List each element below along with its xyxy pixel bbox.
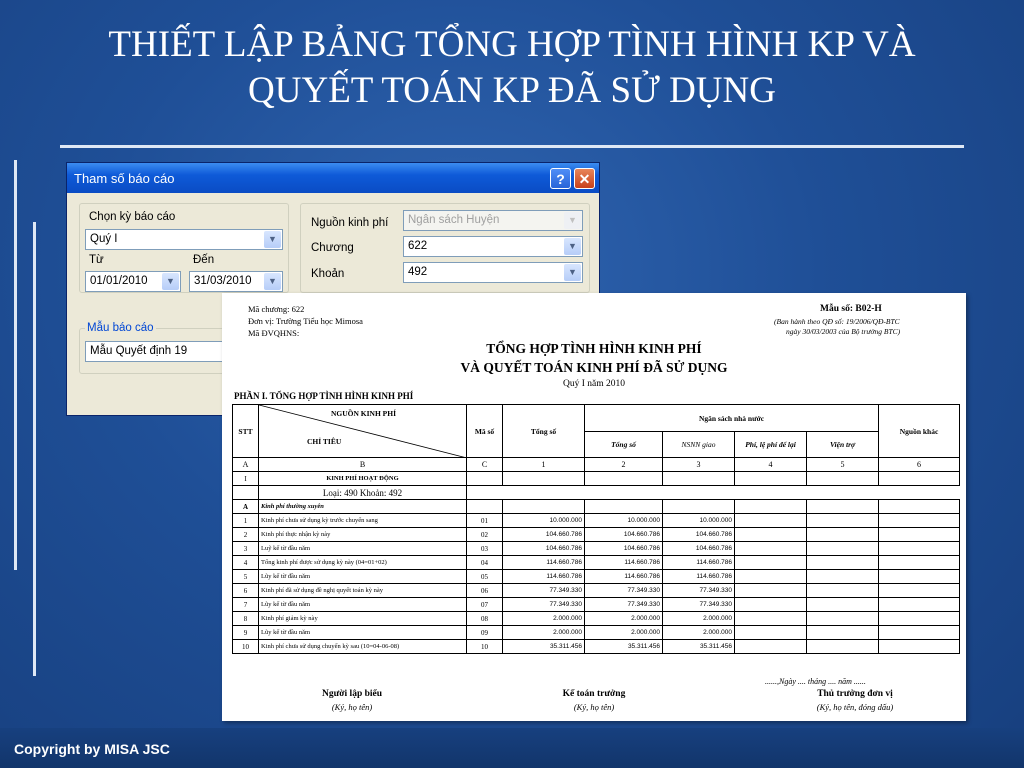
header-stt: STT (233, 405, 259, 458)
row-other (879, 556, 960, 570)
row-other (879, 612, 960, 626)
row-stt: 10 (233, 640, 259, 654)
row-indicator: Lũy kế từ đầu năm (259, 626, 467, 640)
row-budget-total: 2.000.000 (585, 612, 663, 626)
row-stt: 4 (233, 556, 259, 570)
row-stt: 1 (233, 514, 259, 528)
row-budget-total: 114.660.786 (585, 556, 663, 570)
table-row (233, 570, 960, 584)
row-indicator: Kinh phí giảm kỳ này (259, 612, 467, 626)
header-total: Tổng số (503, 405, 585, 458)
row-fee-kept (735, 542, 807, 556)
row-indicator: Lũy kế từ đầu năm (259, 570, 467, 584)
row-budget-total: 77.349.330 (585, 598, 663, 612)
row-indicator: Kinh phí chưa sử dụng kỳ trước chuyển sang (259, 514, 467, 528)
section-title: KINH PHÍ HOẠT ĐỘNG (259, 472, 467, 486)
funding-select[interactable] (403, 210, 583, 231)
funding-select-value: Ngân sách Huyện (408, 214, 500, 226)
row-indicator: Lũy kế từ đầu năm (259, 598, 467, 612)
slide-title-line2: QUYẾT TOÁN KP ĐÃ SỬ DỤNG (248, 70, 776, 111)
row-aid (807, 626, 879, 640)
period-select-value: Quý I (90, 233, 118, 245)
section-no: I (233, 472, 259, 486)
type-line: Loại: 490 Khoản: 492 (259, 486, 467, 500)
item-select[interactable] (403, 262, 583, 283)
header-state-budget: Ngân sách nhà nước (585, 405, 879, 432)
signature-head-title: Thủ trưởng đơn vị (817, 689, 893, 699)
row-total: 10.000.000 (503, 514, 585, 528)
table-row (233, 556, 960, 570)
row-other (879, 584, 960, 598)
row-code: 08 (467, 612, 503, 626)
section-no: A (233, 500, 259, 514)
period-select[interactable] (85, 229, 283, 250)
report-form-no: Mẫu số: B02-H (820, 304, 882, 314)
column-letter: 6 (879, 458, 960, 472)
row-code: 03 (467, 542, 503, 556)
header-fee-kept: Phí, lệ phí để lại (735, 432, 807, 458)
row-fee-kept (735, 612, 807, 626)
row-nsnn-given: 114.660.786 (663, 556, 735, 570)
copyright-text: Copyright by MISA JSC (14, 741, 170, 757)
row-total: 35.311.456 (503, 640, 585, 654)
row-other (879, 542, 960, 556)
to-date-value: 31/03/2010 (194, 275, 252, 287)
row-nsnn-given: 104.660.786 (663, 542, 735, 556)
left-accent-bar (14, 160, 17, 570)
report-table (232, 404, 960, 654)
header-source: NGUỒN KINH PHÍ (331, 409, 397, 418)
signature-preparer-title: Người lập biểu (321, 689, 383, 699)
row-other (879, 640, 960, 654)
row-indicator: Tổng kinh phí được sử dụng kỳ này (04=01+02) (259, 556, 467, 570)
row-stt: 8 (233, 612, 259, 626)
row-code: 06 (467, 584, 503, 598)
row-other (879, 528, 960, 542)
report-title-line2: VÀ QUYẾT TOÁN KINH PHÍ ĐÃ SỬ DỤNG (460, 360, 728, 375)
row-indicator: Kinh phí thực nhận kỳ này (259, 528, 467, 542)
left-accent-bar-inner (33, 222, 36, 676)
column-letter: 3 (663, 458, 735, 472)
header-other: Nguồn khác (879, 405, 960, 458)
row-total: 104.660.786 (503, 528, 585, 542)
report-issued-line1: (Ban hành theo QĐ số: 19/2006/QĐ-BTC (774, 317, 900, 326)
report-data-rows (233, 514, 960, 654)
section-row-A (233, 500, 960, 514)
row-fee-kept (735, 584, 807, 598)
row-fee-kept (735, 640, 807, 654)
row-aid (807, 542, 879, 556)
row-fee-kept (735, 570, 807, 584)
item-select-value: 492 (408, 266, 428, 278)
row-other (879, 626, 960, 640)
row-budget-total: 104.660.786 (585, 528, 663, 542)
header-aid: Viện trợ (807, 432, 879, 458)
row-budget-total: 35.311.456 (585, 640, 663, 654)
row-total: 77.349.330 (503, 584, 585, 598)
dialog-title: Tham số báo cáo (74, 171, 175, 186)
section-row-I (233, 472, 960, 486)
table-row (233, 612, 960, 626)
row-code: 07 (467, 598, 503, 612)
row-nsnn-given: 77.349.330 (663, 584, 735, 598)
column-letter: B (259, 458, 467, 472)
row-stt: 3 (233, 542, 259, 556)
row-code: 10 (467, 640, 503, 654)
row-total: 77.349.330 (503, 598, 585, 612)
column-letter: 1 (503, 458, 585, 472)
funding-label: Nguồn kinh phí (311, 217, 389, 229)
row-aid (807, 612, 879, 626)
row-total: 2.000.000 (503, 612, 585, 626)
row-other (879, 598, 960, 612)
header-code: Mã số (467, 405, 503, 458)
row-nsnn-given: 2.000.000 (663, 612, 735, 626)
row-aid (807, 514, 879, 528)
row-aid (807, 584, 879, 598)
row-total: 104.660.786 (503, 542, 585, 556)
row-other (879, 570, 960, 584)
row-stt: 5 (233, 570, 259, 584)
column-letter: 5 (807, 458, 879, 472)
row-other (879, 514, 960, 528)
column-letter: 2 (585, 458, 663, 472)
row-total: 2.000.000 (503, 626, 585, 640)
row-nsnn-given: 104.660.786 (663, 528, 735, 542)
chevron-down-icon[interactable]: ▼ (264, 231, 281, 248)
report-title-line1: TỔNG HỢP TÌNH HÌNH KINH PHÍ (486, 341, 702, 356)
row-aid (807, 598, 879, 612)
from-label: Từ (89, 254, 104, 266)
header-nsnn-given: NSNN giao (663, 432, 735, 458)
row-total: 114.660.786 (503, 570, 585, 584)
row-nsnn-given: 77.349.330 (663, 598, 735, 612)
report-unit: Đơn vị: Trường Tiểu học Mimosa (248, 316, 363, 326)
signature-preparer-note: (Ký, họ tên) (331, 702, 373, 712)
row-fee-kept (735, 514, 807, 528)
chevron-down-icon: ▼ (564, 212, 581, 229)
type-row (233, 486, 960, 500)
table-row (233, 528, 960, 542)
section-title: Kinh phí thường xuyên (259, 500, 467, 514)
close-button[interactable]: ✕ (574, 168, 595, 189)
row-fee-kept (735, 598, 807, 612)
help-button[interactable]: ? (550, 168, 571, 189)
column-letter: C (467, 458, 503, 472)
table-row (233, 542, 960, 556)
row-indicator: Luỹ kế từ đầu năm (259, 542, 467, 556)
row-nsnn-given: 114.660.786 (663, 570, 735, 584)
report-preview (222, 293, 966, 721)
report-issued-line2: ngày 30/03/2003 của Bộ trưởng BTC) (786, 327, 901, 336)
row-indicator: Kinh phí đã sử dụng đề nghị quyết toán kỳ này (259, 584, 467, 598)
row-stt: 2 (233, 528, 259, 542)
row-stt: 7 (233, 598, 259, 612)
signature-head-note: (Ký, họ tên, đóng dấu) (816, 702, 894, 712)
row-stt: 6 (233, 584, 259, 598)
row-budget-total: 104.660.786 (585, 542, 663, 556)
row-code: 01 (467, 514, 503, 528)
column-letter: A (233, 458, 259, 472)
row-nsnn-given: 35.311.456 (663, 640, 735, 654)
report-chapter: Mã chương: 622 (248, 304, 305, 314)
table-row (233, 626, 960, 640)
table-row (233, 584, 960, 598)
row-code: 02 (467, 528, 503, 542)
header-indicator: CHỈ TIÊU (307, 437, 342, 446)
row-nsnn-given: 10.000.000 (663, 514, 735, 528)
row-aid (807, 556, 879, 570)
row-budget-total: 77.349.330 (585, 584, 663, 598)
row-total: 114.660.786 (503, 556, 585, 570)
chapter-select[interactable] (403, 236, 583, 257)
item-label: Khoản (311, 268, 345, 280)
chevron-down-icon[interactable]: ▼ (264, 273, 281, 290)
from-date-value: 01/01/2010 (90, 275, 148, 287)
column-letter: 4 (735, 458, 807, 472)
row-code: 04 (467, 556, 503, 570)
table-row (233, 640, 960, 654)
to-date-picker[interactable] (189, 271, 283, 292)
report-part1-heading: PHẦN I. TỔNG HỢP TÌNH HÌNH KINH PHÍ (234, 391, 414, 401)
dialog-titlebar[interactable] (67, 163, 599, 193)
slide-title (0, 22, 1024, 114)
row-nsnn-given: 2.000.000 (663, 626, 735, 640)
report-period: Quý I năm 2010 (562, 379, 625, 389)
row-fee-kept (735, 626, 807, 640)
table-row (233, 598, 960, 612)
template-label: Mẫu báo cáo (87, 322, 154, 334)
row-code: 05 (467, 570, 503, 584)
row-budget-total: 10.000.000 (585, 514, 663, 528)
chapter-label: Chương (311, 242, 354, 254)
chevron-down-icon[interactable]: ▼ (564, 264, 581, 281)
row-budget-total: 2.000.000 (585, 626, 663, 640)
row-code: 09 (467, 626, 503, 640)
report-unit-code: Mã ĐVQHNS: (248, 328, 300, 338)
row-fee-kept (735, 556, 807, 570)
signature-accountant-title: Kế toán trưởng (562, 689, 626, 699)
template-select-value: Mẫu Quyết định 19 (90, 345, 188, 357)
row-stt: 9 (233, 626, 259, 640)
to-label: Đến (193, 254, 215, 266)
row-aid (807, 640, 879, 654)
table-row (233, 514, 960, 528)
header-sub-total: Tổng số (585, 432, 663, 458)
title-divider (60, 145, 964, 148)
column-letters-row (233, 458, 960, 472)
row-aid (807, 570, 879, 584)
chevron-down-icon[interactable]: ▼ (162, 273, 179, 290)
chevron-down-icon[interactable]: ▼ (564, 238, 581, 255)
chapter-select-value: 622 (408, 240, 428, 252)
row-indicator: Kinh phí chưa sử dụng chuyển kỳ sau (10=04-06-08) (259, 640, 467, 654)
period-label: Chọn kỳ báo cáo (89, 211, 176, 223)
header-indicator-cell (259, 405, 467, 458)
report-date-line: ......,Ngày .... tháng .... năm ...... (765, 677, 866, 686)
from-date-picker[interactable] (85, 271, 181, 292)
slide-title-line1: THIẾT LẬP BẢNG TỔNG HỢP TÌNH HÌNH KP VÀ (108, 24, 916, 65)
row-fee-kept (735, 528, 807, 542)
row-budget-total: 114.660.786 (585, 570, 663, 584)
row-aid (807, 528, 879, 542)
signature-accountant-note: (Ký, họ tên) (573, 702, 615, 712)
